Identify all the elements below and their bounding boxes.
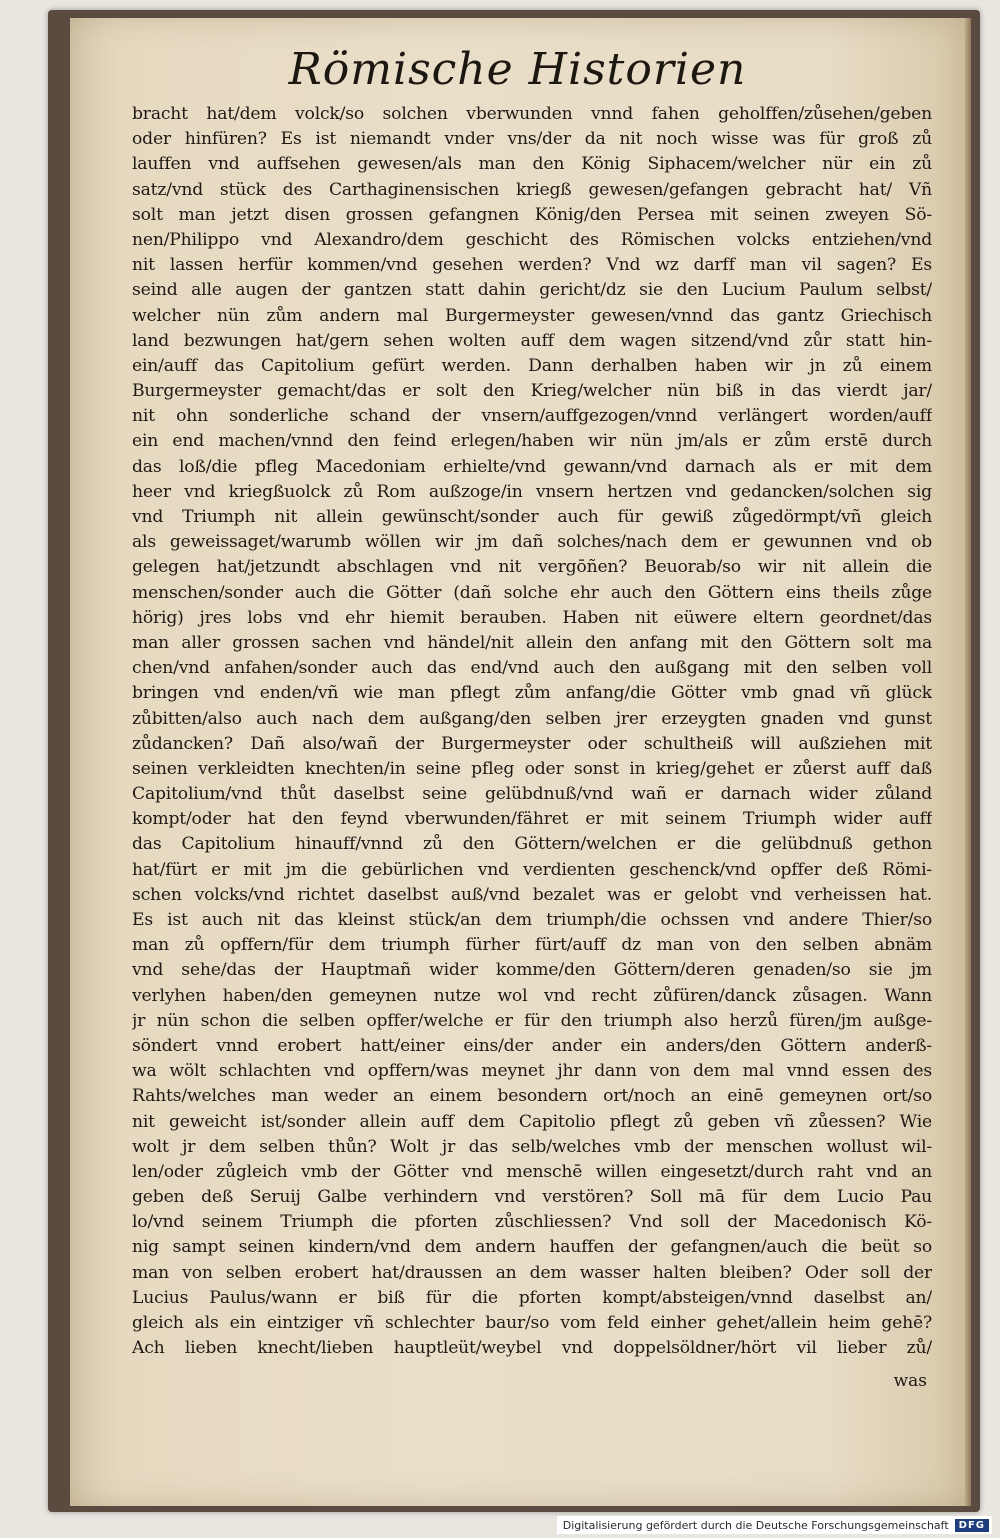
text-line: verlyhen haben/den gemeynen nutze wol vnd recht zůfüren/danck zůsagen. Wann [132,985,932,1006]
text-line: vnd Triumph nit allein gewünscht/sonder auch für gewiß zůgedörmpt/vñ gleich [132,507,932,527]
page-edge [965,18,971,1506]
text-line: satz/vnd stück des Carthaginensischen kriegß gewesen/gefangen gebracht hat/ Vñ [132,179,932,200]
text-line: gleich als ein eintziger vñ schlechter baur/so vom feld einher gehet/allein heim gehē? [132,1313,932,1333]
catchword: was [893,1371,927,1391]
text-line: nit lassen herfür kommen/vnd gesehen werden? Vnd wz darff man vil sagen? Es [132,255,932,276]
text-line: seinen verkleidten knechten/in seine pfleg oder sonst in krieg/gehet er zůerst auff daß [132,758,932,779]
book-page [70,18,965,1506]
text-line: hat/fürt er mit jm die gebürlichen vnd verdienten geschenck/vnd opffer deß Römi- [132,859,932,880]
text-line: als geweissaget/warumb wöllen wir jm dañ solches/nach dem er gewunnen vnd ob [132,532,932,553]
text-line: Rahts/welches man weder an einem besondern ort/noch an einē gemeynen ort/so [132,1086,932,1107]
text-line: Ach lieben knecht/lieben hauptleüt/weybel vnd doppelsöldner/hört vil lieber zů/ [132,1338,932,1359]
text-line: lo/vnd seinem Triumph die pforten zůschliessen? Vnd soll der Macedonisch Kö- [132,1212,932,1233]
text-line: das Capitolium hinauff/vnnd zů den Göttern/welchen er die gelübdnuß gethon [132,834,932,855]
text-line: kompt/oder hat den feynd vberwunden/fähret er mit seinem Triumph wider auff [132,809,932,830]
text-line: das loß/die pfleg Macedoniam erhielte/vnd gewann/vnd darnach als er mit dem [132,456,932,477]
text-line: nig sampt seinen kindern/vnd dem andern hauffen der gefangnen/auch die beüt so [132,1237,932,1258]
text-line: Capitolium/vnd thůt daselbst seine gelübdnuß/vnd wañ er darnach wider zůland [132,784,932,805]
text-line: chen/vnd anfahen/sonder auch das end/vnd auch den außgang mit den selben voll [132,658,932,679]
text-line: oder hinfüren? Es ist niemandt vnder vns/der da nit noch wisse was für groß zů [132,129,932,150]
text-line: wolt jr dem selben thůn? Wolt jr das selb/welches vmb der menschen wollust wil- [132,1136,932,1157]
text-line: hörig) jres lobs vnd ehr hiemit berauben. Haben nit eüwere eltern geordnet/das [132,607,932,628]
text-line: seind alle augen der gantzen statt dahin gericht/dz sie den Lucium Paulum selbst/ [132,280,932,301]
funding-footer [557,1516,992,1534]
page-running-header: Römische Historien [288,44,747,95]
text-line: Burgermeyster gemacht/das er solt den Krieg/welcher nün biß in das vierdt jar/ [132,381,932,402]
text-line: menschen/sonder auch die Götter (dañ solche ehr auch den Göttern eins theils zůge [132,582,932,603]
text-line: nit ohn sonderliche schand der vnsern/auffgezogen/vnnd verlängert worden/auff [132,406,932,427]
text-line: vnd sehe/das der Hauptmañ wider komme/den Göttern/deren genaden/so sie jm [132,960,932,981]
text-line: nit geweicht ist/sonder allein auff dem Capitolio pflegt zů geben vñ zůessen? Wie [132,1111,932,1132]
book-scan [48,10,980,1512]
text-line: jr nün schon die selben opffer/welche er für den triumph also herzů füren/jm außge- [132,1010,932,1031]
text-line: Es ist auch nit das kleinst stück/an dem triumph/die ochssen vnd andere Thier/so [132,910,932,930]
text-line: man von selben erobert hat/draussen an dem wasser halten bleiben? Oder soll der [132,1262,932,1283]
text-line: zůbitten/also auch nach dem außgang/den selben jrer erzeygten gnaden vnd gunst [132,708,932,729]
text-line: Lucius Paulus/wann er biß für die pforten kompt/absteigen/vnnd daselbst an/ [132,1287,932,1308]
text-line: nen/Philippo vnd Alexandro/dem geschicht des Römischen volcks entziehen/vnd [132,229,932,250]
text-line: gelegen hat/jetzundt abschlagen vnd nit vergōñen? Beuorab/so wir nit allein die [132,557,932,578]
text-line: solt man jetzt disen grossen gefangnen König/den Persea mit seinen zweyen Sö- [132,204,932,225]
text-line: ein/auff das Capitolium gefürt werden. Dann derhalben haben wir jn zů einem [132,355,932,376]
text-line: geben deß Seruij Galbe verhindern vnd verstören? Soll mā für dem Lucio Pau [132,1187,932,1208]
text-line: bracht hat/dem volck/so solchen vberwunden vnnd fahen geholffen/zůsehen/geben [132,104,932,124]
text-line: land bezwungen hat/gern sehen wolten auff dem wagen sitzend/vnd zůr statt hin- [132,330,932,351]
text-line: ein end machen/vnnd den feind erlegen/haben wir nün jm/als er zům erstē durch [132,431,932,452]
text-line: man aller grossen sachen vnd händel/nit allein den anfang mit den Göttern solt ma [132,632,932,653]
text-line: zůdancken? Dañ also/wañ der Burgermeyster oder schultheiß will außziehen mit [132,733,932,754]
page-body-text [132,102,932,1361]
text-line: schen volcks/vnd richtet daselbst auß/vnd bezalet was er gelobt vnd verheissen hat. [132,884,932,905]
text-line: söndert vnnd erobert hatt/einer eins/der ander ein anders/den Göttern anderß- [132,1035,932,1056]
text-line: welcher nün zům andern mal Burgermeyster gewesen/vnnd das gantz Griechisch [132,305,932,326]
text-line: man zů opffern/für dem triumph fürher fürt/auff dz man von den selben abnäm [132,935,932,956]
text-line: heer vnd kriegßuolck zů Rom außzoge/in vnsern hertzen vnd gedancken/solchen sig [132,481,932,502]
text-line: bringen vnd enden/vñ wie man pflegt zům anfang/die Götter vmb gnad vñ glück [132,683,932,704]
text-line: wa wölt schlachten vnd opffern/was meynet jhr dann von dem mal vnnd essen des [132,1061,932,1082]
funding-notice: Digitalisierung gefördert durch die Deutsche Forschungsgemeinschaft [562,1518,949,1532]
text-line: len/oder zůgleich vmb der Götter vnd menschē willen eingesetzt/durch raht vnd an [132,1161,932,1182]
text-line: lauffen vnd auffsehen gewesen/als man den König Siphacem/welcher nür ein zů [132,154,932,175]
dfg-logo: DFG [955,1519,989,1532]
